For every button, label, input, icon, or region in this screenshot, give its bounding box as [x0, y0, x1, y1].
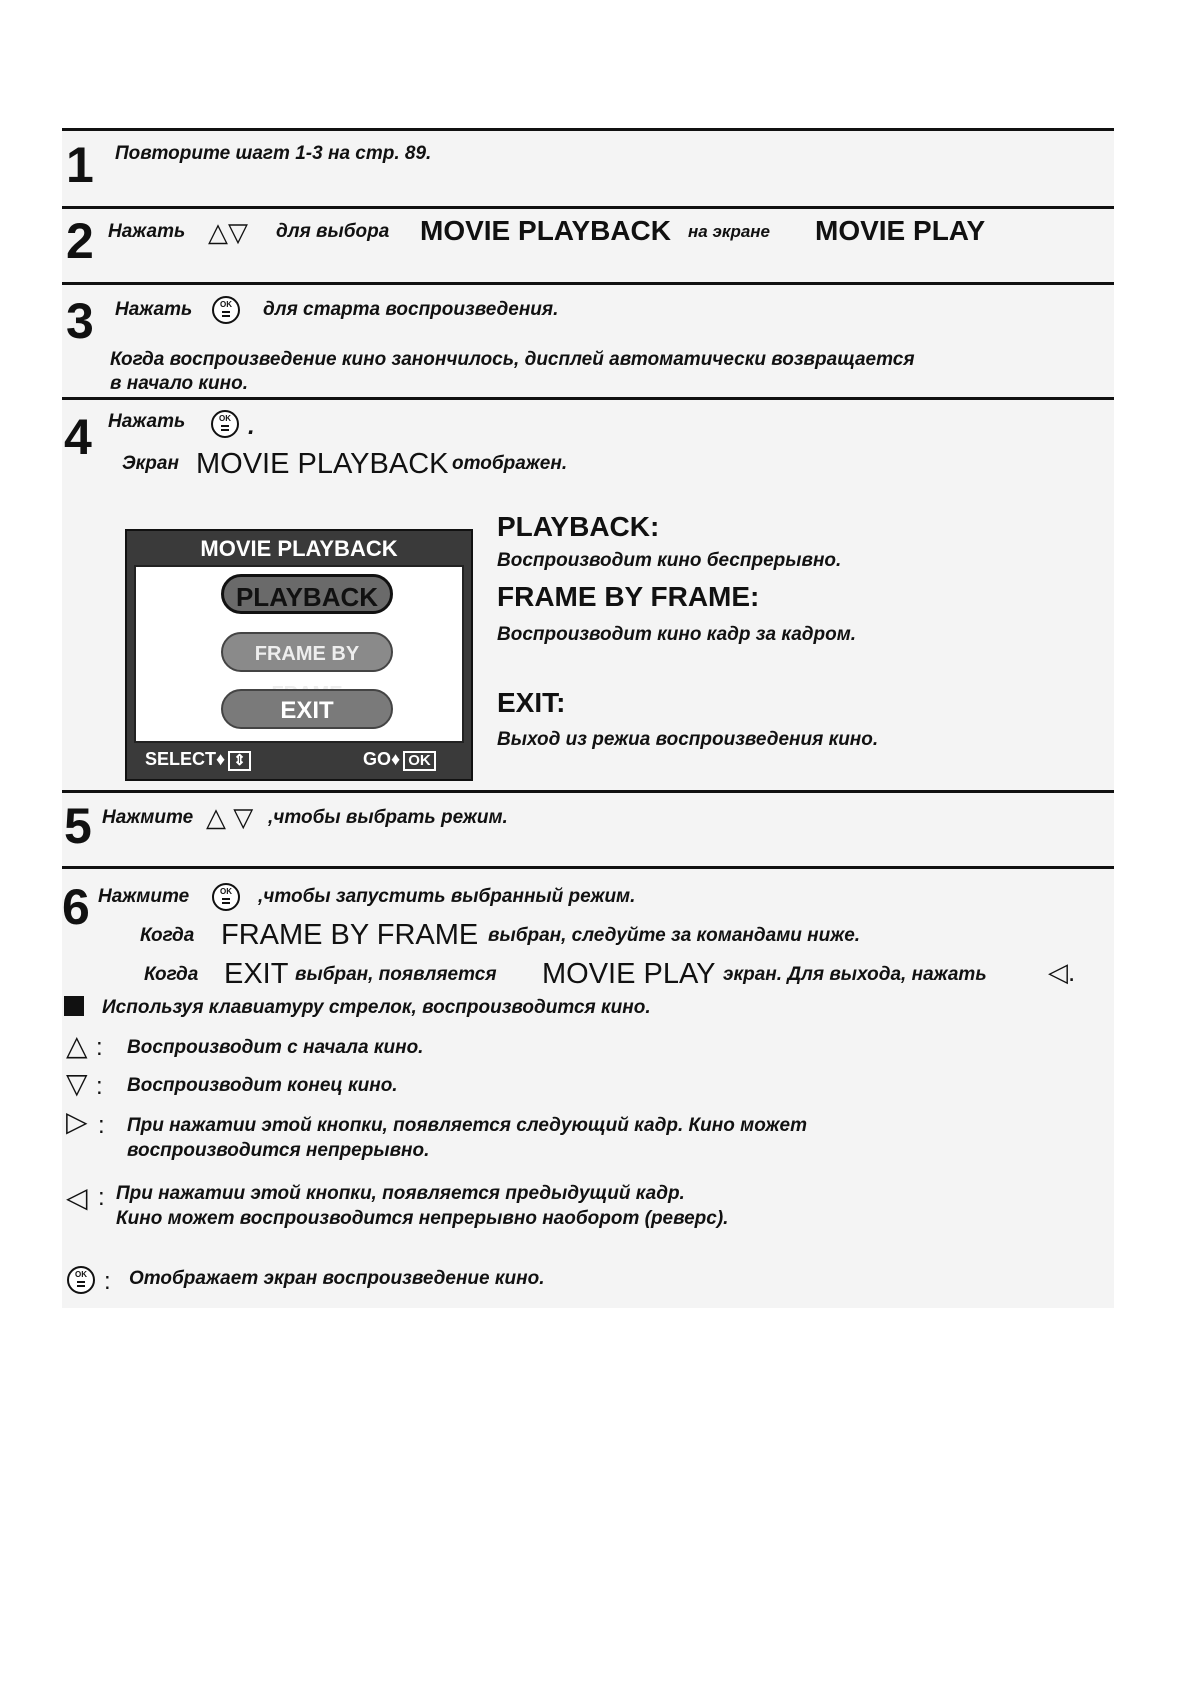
step-text: Нажмите	[102, 807, 194, 828]
menu-footer-go	[363, 749, 436, 771]
down-arrow-icon: ▽	[66, 1068, 88, 1099]
divider	[62, 282, 1114, 285]
ok-key-label: OK	[403, 751, 436, 771]
divider	[62, 397, 1114, 400]
definition-desc: Воспроизводит кино беспрерывно.	[497, 550, 842, 571]
definition-desc: Выход из режиа воспроизведения кино.	[497, 729, 879, 750]
step-text: Нажать	[115, 299, 193, 320]
menu-title: MOVIE PLAYBACK	[200, 536, 398, 561]
key-description: Воспроизводит конец кино.	[127, 1075, 398, 1096]
step-text: ,чтобы выбрать режим.	[268, 807, 508, 828]
step-note: Когда воспроизведение кино занончилось, дисплей автоматически возвращается	[110, 349, 915, 370]
definition-desc: Воспроизводит кино кадр за кадром.	[497, 624, 857, 645]
colon: :	[96, 1034, 103, 1061]
up-arrow-icon: △	[66, 1030, 88, 1061]
colon: :	[104, 1268, 111, 1295]
divider	[62, 128, 1114, 131]
ok-button-icon: OK	[67, 1266, 95, 1294]
menu-footer-go-label: GO♦	[363, 749, 401, 769]
up-down-arrow-icons: △ ▽	[206, 802, 254, 832]
step-number: 5	[64, 798, 92, 854]
step-text: Когда	[144, 964, 199, 985]
step-text: Нажмите	[98, 886, 190, 907]
colon: :	[96, 1073, 103, 1100]
colon: :	[98, 1112, 105, 1139]
step-text: .	[248, 413, 255, 440]
screen-name-label: MOVIE PLAY	[542, 958, 716, 990]
key-description: Кино может воспроизводится непрерывно наоборот (реверс).	[116, 1208, 729, 1229]
step-number: 2	[66, 213, 94, 269]
divider	[62, 790, 1114, 793]
mode-name-label: FRAME BY FRAME	[221, 919, 479, 951]
step-text: на экране	[688, 222, 771, 241]
step-number: 3	[66, 293, 94, 349]
left-arrow-icon: ◁	[66, 1182, 88, 1213]
key-description: При нажатии этой кнопки, появляется следующий кадр. Кино может	[127, 1115, 808, 1136]
step-number: 4	[64, 409, 92, 465]
menu-option-exit: EXIT	[221, 689, 393, 729]
definition-term: PLAYBACK:	[497, 511, 660, 542]
definition-term: EXIT:	[497, 687, 566, 718]
step-note: в начало кино.	[110, 373, 249, 394]
screen-name-label: MOVIE PLAY	[815, 215, 986, 246]
section-heading: Используя клавиатуру стрелок, воспроизводится кино.	[102, 997, 651, 1018]
step-text: отображен.	[452, 453, 568, 474]
ok-button-icon: OK	[212, 883, 240, 911]
step-text: Повторите шагт 1-3 на стр. 89.	[115, 143, 432, 164]
key-description: Отображает экран воспроизведение кино.	[129, 1268, 545, 1289]
divider	[62, 206, 1114, 209]
ok-button-icon: OK	[212, 296, 240, 324]
step-text: экран. Для выхода, нажать	[723, 964, 987, 985]
step-text: Нажать	[108, 221, 186, 242]
colon: :	[98, 1184, 105, 1211]
menu-footer-select-label: SELECT♦	[145, 749, 226, 769]
step-text: Нажать	[108, 411, 186, 432]
definition-term: FRAME BY FRAME:	[497, 581, 760, 612]
left-arrow-icon: ◁.	[1048, 957, 1076, 987]
step-number: 6	[62, 879, 90, 935]
divider	[62, 866, 1114, 869]
menu-options-area	[134, 565, 464, 743]
key-description: При нажатии этой кнопки, появляется предыдущий кадр.	[116, 1183, 685, 1204]
key-description: Воспроизводит с начала кино.	[127, 1037, 424, 1058]
movie-playback-menu-screen	[125, 529, 473, 781]
up-down-arrow-icons: △▽	[208, 217, 248, 247]
step-text: Экран	[122, 453, 179, 474]
step-text: для старта воспроизведения.	[263, 299, 559, 320]
step-text: выбран, следуйте за командами ниже.	[488, 925, 861, 946]
up-down-key-icon: ⇕	[228, 751, 251, 771]
step-text: ,чтобы запустить выбранный режим.	[258, 886, 636, 907]
menu-option-frame-by-frame: FRAME BY	[221, 632, 393, 672]
menu-option-playback: PLAYBACK	[221, 574, 393, 614]
ok-button-icon: OK	[211, 410, 239, 438]
screen-name-label: MOVIE PLAYBACK	[196, 448, 449, 480]
key-description: воспроизводится непрерывно.	[127, 1140, 430, 1161]
section-bullet-square	[64, 996, 84, 1016]
right-arrow-icon: ▷	[66, 1106, 88, 1137]
step-text: Когда	[140, 925, 195, 946]
menu-target-label: MOVIE PLAYBACK	[420, 215, 672, 246]
step-number: 1	[66, 137, 94, 193]
step-text: для выбора	[276, 221, 390, 242]
mode-name-label: EXIT	[224, 958, 289, 990]
step-text: выбран, появляется	[295, 964, 497, 985]
menu-footer-select	[145, 749, 251, 771]
